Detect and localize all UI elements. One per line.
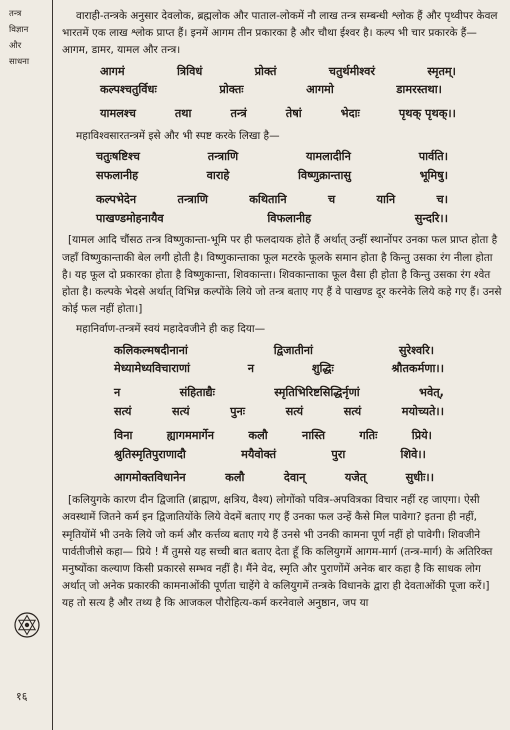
verse-word: डामरस्तथा। xyxy=(396,83,442,97)
verse-word: प्रिये। xyxy=(411,428,432,442)
verse-word: स्मृतम्। xyxy=(427,64,456,78)
verse-word: प्रोक्तं xyxy=(254,64,277,78)
page-number: १६ xyxy=(16,690,28,703)
verse-block-2 xyxy=(62,148,502,228)
verse-word: देवान् xyxy=(283,471,306,485)
verse-line xyxy=(100,63,456,82)
paragraph-1: वाराही-तन्त्रके अनुसार देवलोक, ब्रह्मलोक और पाताल-लोकमें नौ लाख तन्त्र सम्बन्धी श्लोक हैं और पृथ्वीपर केवल भारतमें एक लाख श्लोक प्राप्त हैं। इनमें आगम तीन प्रकारका है और चौथा ईश्वर है। कल्प भी चार प्रकारके हैं—आगम, डामर, यामल और तन्त्र। xyxy=(62,10,498,57)
verse-word: पाखण्डमोहनायैव xyxy=(96,211,164,225)
verse-word: मयैवोक्तं xyxy=(241,447,277,461)
verse-word: कलिकल्मषदीनानां xyxy=(114,343,188,357)
verse-word: कथितानि xyxy=(249,192,287,206)
verse-line xyxy=(114,446,426,465)
verse-block-1 xyxy=(62,63,502,124)
verse-line xyxy=(114,403,444,422)
verse-word: यानि xyxy=(376,192,396,206)
verse-word: श्रौतकर्मणा।। xyxy=(391,362,444,376)
verse-word: शुद्धिः xyxy=(311,362,334,376)
verse-word: पृथक् पृथक्।। xyxy=(398,107,456,121)
margin-column xyxy=(0,0,53,730)
verse-word: तन्त्राणि xyxy=(207,150,239,164)
paragraph-5: [कलियुगके कारण दीन द्विजाति (ब्राह्मण, क्षत्रिय, वैश्य) लोगोंको पवित्र-अपवित्रका विचार नहीं रह जाएगा। ऐसी अवस्थामें जितने कर्म इन द्विजातियोंके लिये वेदमें बताए गए हैं उनका फल उन्हें कैसे मिल पावेगा? इतना ही नहीं, स्मृतियोंमें भी उनके लिये जो कर्म और कर्त्तव्य बताए गये हैं उनसे भी उनकी कामना पूर्ण नहीं हो पावेगी। शिवजीने पार्वतीजीसे कहा— प्रिये ! मैं तुमसे यह सच्ची बात बताए देता हूँ कि कलियुगमें आगम-मार्ग (तन्त्र-मार्ग) के अतिरिक्त मनुष्योंका कल्याण किसी प्रकारसे सम्भव नहीं है। मैंने वेद, स्मृति और पुराणोंमें अनेक बार कहा है कि साधक लोग अर्थात् जो अनेक प्रकारकी कामनाओंकी पूर्णता चाहेंगे वे कलियुगमें तन्त्रके विधानके द्वारा ही देवताओंकी पूजा करें।] यह तो सत्य है और तथ्य है कि आजकल पौरोहित्य-कर्म करनेवाले अनुष्ठान, जप या xyxy=(62,494,493,610)
verse-word: भूमिषु। xyxy=(419,169,448,182)
paragraph-3: [यामल आदि चौंसठ तन्त्र विष्णुकान्ता-भूमि पर ही फलदायक होते हैं अर्थात् उन्हीं स्थानोंपर उनका फल प्राप्त होता है जहाँ विष्णुकान्ताकी बेल लगी होती है। विष्णुकान्ताका फूल मटरके फूलके समान होता है किन्तु उसका रंग नीला होता है। यह फूल दो प्रकारका होता है विष्णुकान्ता, शिवकान्ता। शिवकान्ताका फूल वैसा ही होता है किन्तु उसका रंग श्वेत होता है। कल्पके भेदसे अर्थात् विभिन्न कल्पोंके लिये जो तन्त्र बताए गए हैं वे पाखण्ड दूर करनेके लिये कहे गए हैं। उनसे कोई फल नहीं होता।] xyxy=(62,234,502,316)
verse-word: संहिताद्यैः xyxy=(179,386,215,400)
verse-word: पुनः xyxy=(230,405,246,418)
verse-word: च। xyxy=(436,192,448,206)
verse-word: ह्यागममार्गेन xyxy=(166,428,215,442)
running-header-line: साधना xyxy=(9,57,30,67)
verse-word: चतुर्थमीश्वरं xyxy=(328,64,376,78)
verse-line xyxy=(96,191,448,210)
verse-word: तन्त्रं xyxy=(230,107,247,121)
verse-line xyxy=(114,360,444,379)
verse-word: सफलानीह xyxy=(96,169,139,182)
verse-word: सुन्दरि।। xyxy=(414,211,448,225)
running-header-line: तन्त्र xyxy=(9,9,22,19)
running-header xyxy=(9,6,49,70)
running-header-line: और xyxy=(9,41,22,51)
verse-word: सुरेश्वरि। xyxy=(398,343,434,357)
verse-word: पुरा xyxy=(331,447,346,461)
verse-line xyxy=(114,427,432,446)
verse-word: सत्यं xyxy=(172,405,190,418)
page-body xyxy=(62,8,502,613)
verse-word: भेदाः xyxy=(340,107,360,121)
verse-word: आगमं xyxy=(100,64,125,78)
verse-line xyxy=(96,210,448,229)
verse-line xyxy=(114,469,434,488)
hexagram-emblem-icon xyxy=(14,612,40,638)
verse-line xyxy=(96,167,448,186)
verse-word: शिवे।। xyxy=(400,447,426,461)
verse-word: कल्पभेदेन xyxy=(96,192,137,206)
verse-word: यजेत् xyxy=(344,471,367,485)
verse-word: तन्त्राणि xyxy=(177,192,208,206)
verse-word: विफलानीह xyxy=(267,211,312,225)
verse-word: सत्यं xyxy=(114,405,132,418)
verse-word: न xyxy=(114,386,121,400)
paragraph-2: महाविश्वसारतन्त्रमें इसे और भी स्पष्ट करके लिखा है— xyxy=(76,130,280,142)
verse-word: तथा xyxy=(174,107,192,121)
verse-word: कलौ xyxy=(248,428,268,442)
verse-word: चतुःषष्टिश्च xyxy=(96,150,140,164)
verse-word: विष्णुक्रान्तासु xyxy=(297,169,352,182)
verse-word: पार्वति। xyxy=(418,150,448,164)
verse-block-3 xyxy=(62,342,502,489)
verse-word: श्रुतिस्मृतिपुराणादौ xyxy=(114,447,186,461)
verse-word: सुधीः।। xyxy=(405,471,434,485)
verse-word: मयोच्यते।। xyxy=(401,405,444,418)
verse-word: च xyxy=(327,192,336,206)
verse-word: आगमोक्तविधानेन xyxy=(114,471,186,485)
verse-word: नास्ति xyxy=(302,428,326,442)
verse-word: यामलादीनि xyxy=(305,150,351,164)
running-header-line: विज्ञान xyxy=(9,25,29,35)
verse-word: गतिः xyxy=(359,428,378,442)
verse-line xyxy=(96,148,448,167)
verse-word: द्विजातीनां xyxy=(273,343,313,357)
paragraph-4: महानिर्वाण-तन्त्रमें स्वयं महादेवजीने ही कह दिया— xyxy=(76,323,266,336)
verse-word: स्मृतिभिरिष्टसिद्धिर्नृणां xyxy=(274,386,360,400)
verse-word: त्रिविधं xyxy=(176,64,203,78)
verse-word: भवेत्, xyxy=(419,386,444,400)
verse-word: सत्यं xyxy=(285,405,304,418)
verse-word: वाराहे xyxy=(206,169,230,182)
verse-word: यामलश्च xyxy=(100,107,136,121)
verse-word: प्रोक्तः xyxy=(219,83,244,97)
verse-word: न xyxy=(247,362,255,376)
verse-line xyxy=(114,384,444,403)
verse-word: कल्पश्चतुर्विधः xyxy=(100,83,157,97)
verse-word: सत्यं xyxy=(343,405,362,418)
verse-word: तेषां xyxy=(285,107,302,121)
verse-line xyxy=(100,81,442,100)
verse-word: विना xyxy=(114,428,133,442)
verse-word: मेध्यामेध्यविचाराणां xyxy=(114,362,190,376)
verse-line xyxy=(114,342,434,361)
verse-line xyxy=(100,105,456,124)
verse-word: कलौ xyxy=(225,471,245,485)
verse-word: आगमो xyxy=(306,83,334,97)
